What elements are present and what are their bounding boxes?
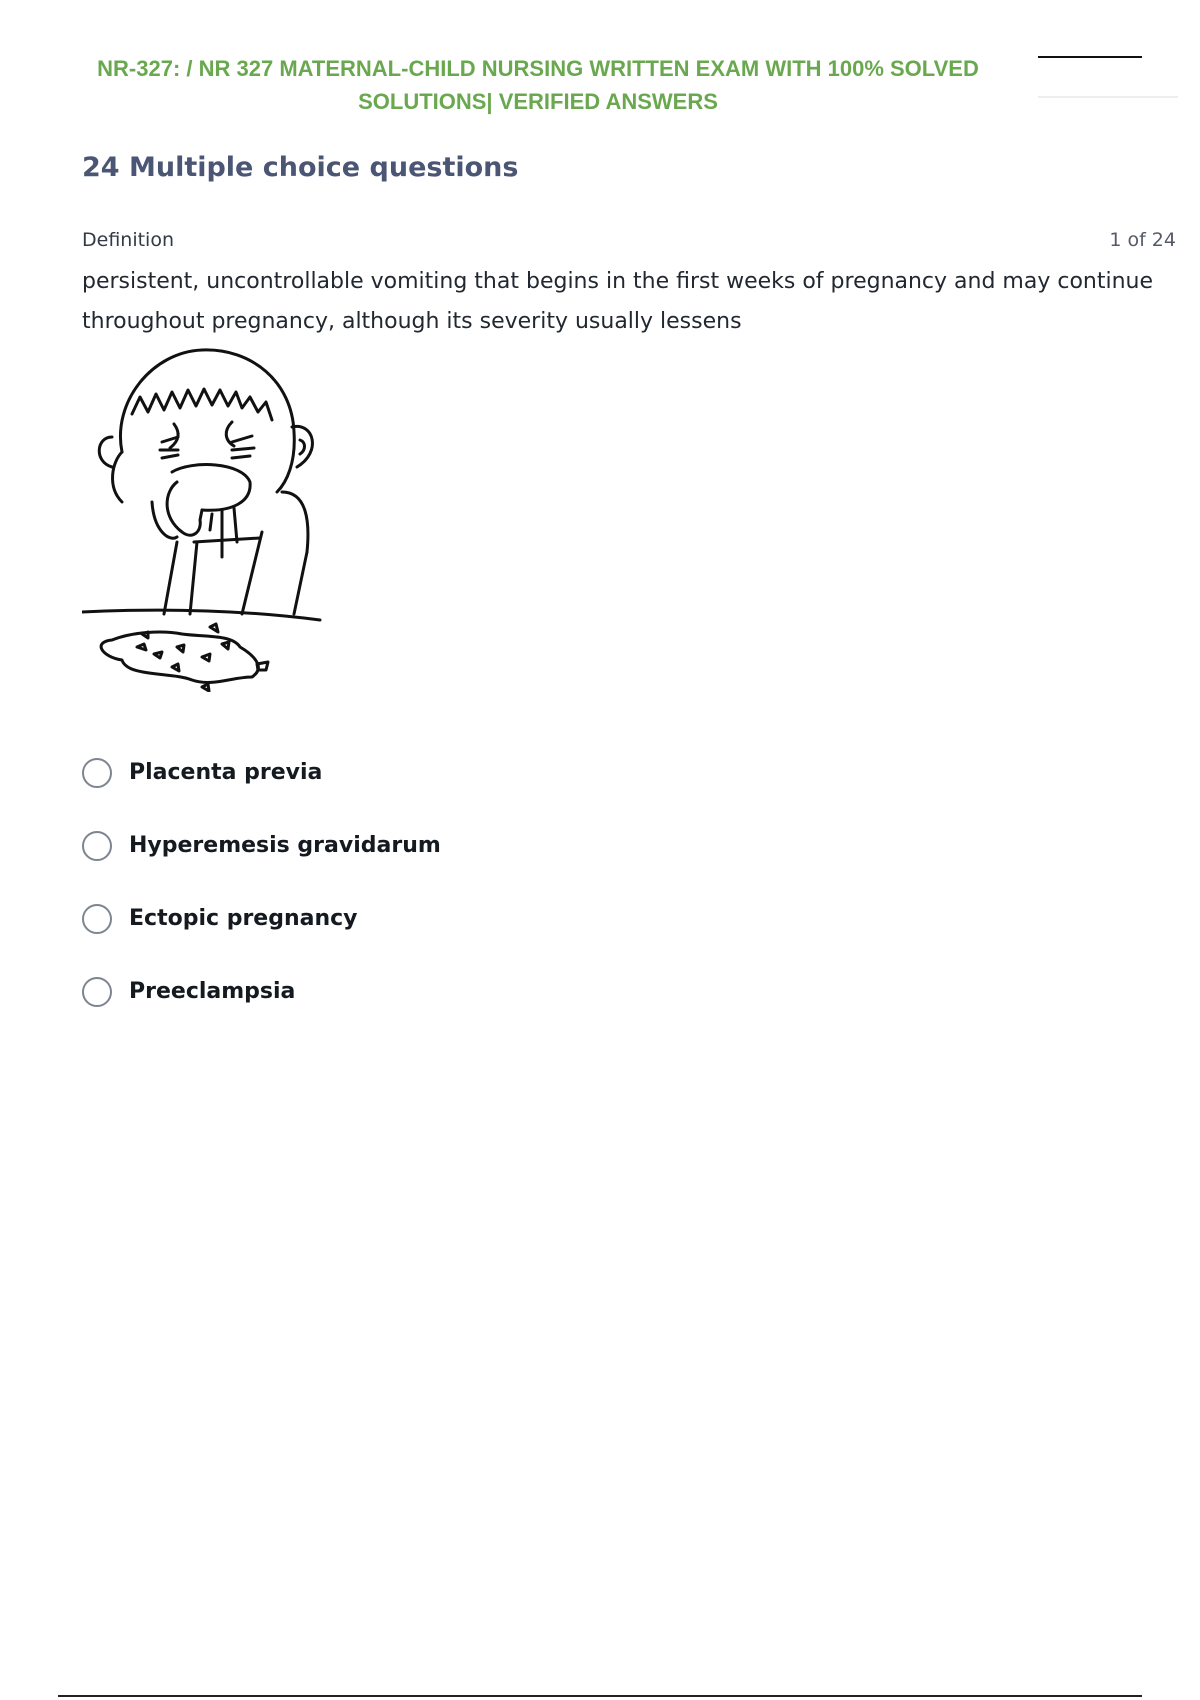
header-rule-faint	[1038, 96, 1178, 98]
radio-button-icon[interactable]	[82, 758, 112, 788]
footer-rule	[58, 1695, 1142, 1697]
answer-option-label[interactable]: Ectopic pregnancy	[129, 906, 358, 931]
answer-option-label[interactable]: Placenta previa	[129, 760, 323, 785]
header-line-1: NR-327: / NR 327 MATERNAL-CHILD NURSING WRITTEN EXAM WITH 100% SOLVED	[97, 56, 979, 81]
answer-option-label[interactable]: Preeclampsia	[129, 979, 296, 1004]
answer-option[interactable]	[82, 736, 782, 809]
vomiting-person-icon	[82, 342, 362, 692]
quiz-title: 24 Multiple choice questions	[82, 152, 519, 183]
radio-button-icon[interactable]	[82, 831, 112, 861]
answer-option[interactable]	[82, 882, 782, 955]
document-header	[40, 52, 1036, 118]
term-label: Definition	[82, 229, 175, 251]
header-line-2: SOLUTIONS| VERIFIED ANSWERS	[358, 89, 718, 114]
header-rule	[1038, 56, 1142, 58]
radio-button-icon[interactable]	[82, 977, 112, 1007]
radio-button-icon[interactable]	[82, 904, 112, 934]
answer-option[interactable]	[82, 955, 782, 1028]
answer-option-label[interactable]: Hyperemesis gravidarum	[129, 833, 441, 858]
question-progress: 1 of 24	[1109, 229, 1176, 251]
answer-options	[82, 736, 782, 1028]
answer-option[interactable]	[82, 809, 782, 882]
definition-text: persistent, uncontrollable vomiting that begins in the first weeks of pregnancy and may continue throughout pregnancy, although its severity usually lessens	[82, 269, 1154, 334]
